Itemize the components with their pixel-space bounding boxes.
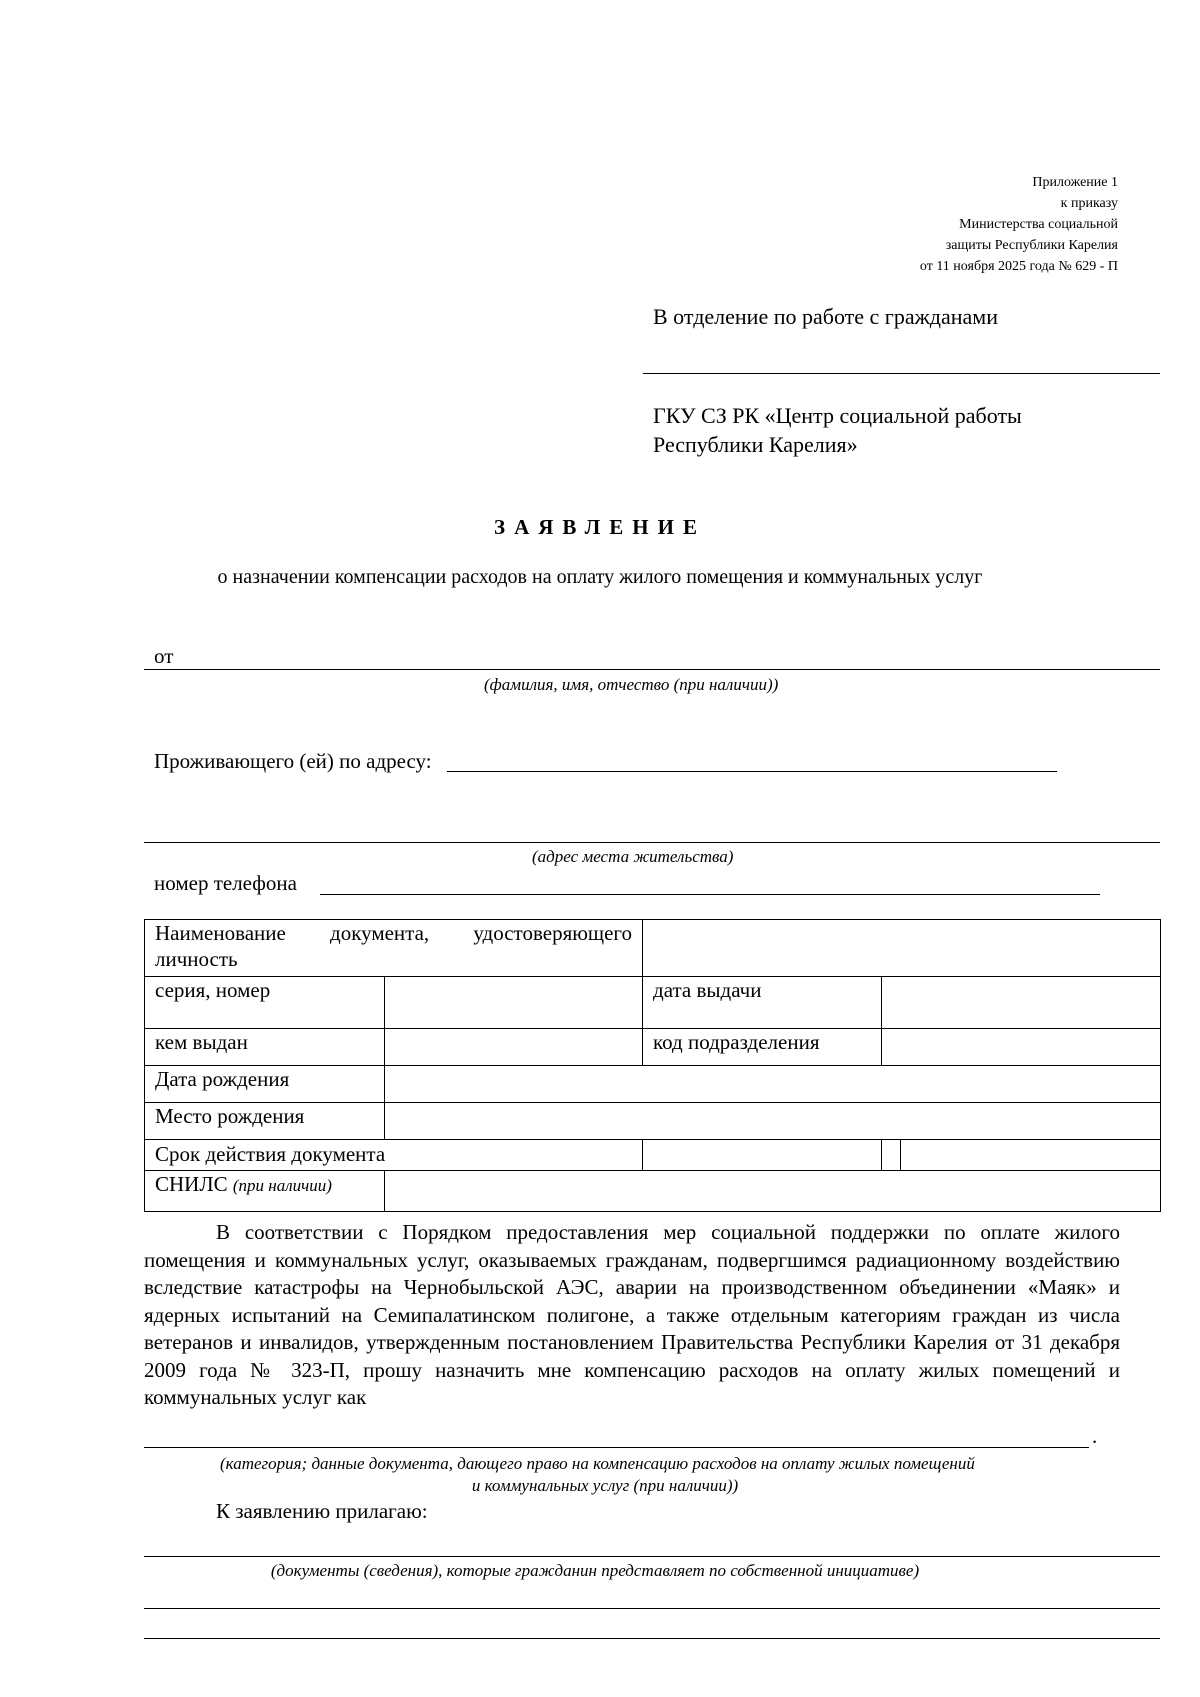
table-row [145,920,1161,977]
attachments-field-1[interactable] [144,1556,1160,1557]
address-label: Проживающего (ей) по адресу: [154,749,432,773]
table-row [145,977,1161,1029]
phone-field[interactable] [320,894,1100,895]
table-row [145,1029,1161,1066]
validity-to-input[interactable] [901,1140,1160,1170]
category-period: . [1092,1424,1098,1448]
body-paragraph: В соответствии с Порядком предоставления мер социальной поддержки по оплате жилого помещения и коммунальных услуг, оказываемых гражданам, подвергшимся радиационному воздействию вследствие катастрофы на Чернобыльской АЭС, аварии на производственном объединении «Маяк» и ядерных испытаний на Семипалатинском полигоне, а также отдельным категориям граждан из числа ветеранов и инвалидов, утвержденным постановлением Правительства Республики Карелия от 31 декабря 2009 года № 323-П, прошу назначить мне компенсацию расходов на оплату жилых помещений и коммунальных услуг как [144,1220,1120,1409]
addressee-blank-line[interactable] [643,373,1160,374]
annex-line: Приложение 1 [1032,175,1118,190]
birth-date-label: Дата рождения [145,1066,385,1103]
addressee-line-2: ГКУ СЗ РК «Центр социальной работы [653,403,1022,428]
annex-line: от 11 ноября 2025 года № 629 - П [919,259,1118,274]
document-subtitle: о назначении компенсации расходов на оплату жилого помещения и коммунальных услуг [217,566,983,588]
annex-line: Министерства социальной [959,217,1118,232]
series-number-input[interactable] [385,977,643,1029]
doc-name-input[interactable] [643,920,1161,977]
from-name-field[interactable] [144,669,1160,670]
birth-date-input[interactable] [385,1066,1161,1103]
series-number-label: серия, номер [145,977,385,1029]
attachments-caption: (документы (сведения), которые гражданин представляет по собственной инициативе) [270,1561,920,1580]
table-row [145,1171,1161,1212]
annex-header [920,172,1118,277]
table-row [145,1140,1161,1171]
attachments-label: К заявлению прилагаю: [216,1499,428,1523]
validity-divider [882,1140,901,1170]
validity-label: Срок действия документа [145,1140,643,1171]
doc-name-label: Наименование документа, удостоверяющего личность [145,920,643,977]
snils-label-cell [145,1171,385,1212]
table-row [145,1066,1161,1103]
category-field[interactable] [144,1447,1089,1448]
birth-place-label: Место рождения [145,1103,385,1140]
document-title: ЗАЯВЛЕНИЕ [494,515,706,539]
annex-line: защиты Республики Карелия [945,238,1118,253]
issued-by-label: кем выдан [145,1029,385,1066]
body-paragraph-block [144,1219,1120,1412]
issued-by-input[interactable] [385,1029,643,1066]
identity-document-table [144,919,1161,1212]
category-caption-2: и коммунальных услуг (при наличии)) [471,1476,739,1495]
addressee-line-3: Республики Карелия» [653,432,858,457]
attachments-field-2[interactable] [144,1608,1160,1609]
from-caption: (фамилия, имя, отчество (при наличии)) [484,675,779,694]
division-code-input[interactable] [882,1029,1161,1066]
address-caption: (адрес места жительства) [532,847,734,866]
phone-label: номер телефона [154,871,297,895]
snils-label: СНИЛС [155,1172,228,1196]
category-caption-1: (категория; данные документа, дающего право на компенсацию расходов на оплату жилых помещений [220,1454,975,1473]
addressee-line-1: В отделение по работе с гражданами [653,304,998,329]
table-row [145,1103,1161,1140]
from-label: от [154,644,174,668]
division-code-label: код подразделения [643,1029,882,1066]
address-field-2[interactable] [144,842,1160,843]
annex-line: к приказу [1060,196,1118,211]
validity-to-cell [882,1140,1161,1171]
attachments-field-3[interactable] [144,1638,1160,1639]
issue-date-input[interactable] [882,977,1161,1029]
validity-from-input[interactable] [643,1140,882,1171]
snils-note: (при наличии) [232,1176,332,1195]
snils-input[interactable] [385,1171,1161,1212]
birth-place-input[interactable] [385,1103,1161,1140]
address-field-1[interactable] [447,771,1057,772]
issue-date-label: дата выдачи [643,977,882,1029]
